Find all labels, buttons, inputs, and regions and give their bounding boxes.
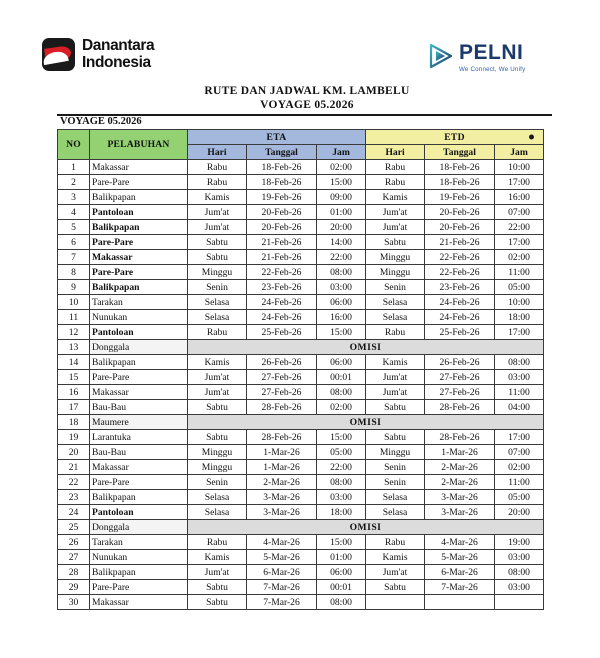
cell-no: 19 [58, 430, 90, 445]
cell-port: Donggala [90, 520, 188, 535]
cell-etd-time: 10:00 [495, 160, 544, 175]
cell-etd-time: 11:00 [495, 265, 544, 280]
cell-etd-day: Sabtu [366, 235, 425, 250]
cell-eta-time: 15:00 [317, 430, 366, 445]
cell-etd-date: 4-Mar-26 [425, 535, 495, 550]
cell-port: Pare-Pare [90, 475, 188, 490]
column-header-eta-time: Jam [317, 145, 366, 160]
cell-eta-time: 14:00 [317, 235, 366, 250]
cell-port: Pantoloan [90, 505, 188, 520]
cell-etd-day: Rabu [366, 175, 425, 190]
cell-etd-day: Kamis [366, 550, 425, 565]
table-row [58, 370, 544, 385]
cell-no: 17 [58, 400, 90, 415]
table-head [58, 130, 544, 160]
cell-port: Nunukan [90, 310, 188, 325]
table-row [58, 520, 544, 535]
cell-eta-day: Jum'at [188, 220, 247, 235]
cell-etd-day: Jum'at [366, 565, 425, 580]
cell-no: 6 [58, 235, 90, 250]
cell-etd-day: Kamis [366, 355, 425, 370]
cell-etd-date: 2-Mar-26 [425, 475, 495, 490]
table-row [58, 595, 544, 610]
cell-eta-date: 6-Mar-26 [247, 565, 317, 580]
cell-eta-time: 22:00 [317, 250, 366, 265]
cell-eta-date: 19-Feb-26 [247, 190, 317, 205]
cell-port: Maumere [90, 415, 188, 430]
cell-port: Pantoloan [90, 325, 188, 340]
cell-etd-time: 17:00 [495, 235, 544, 250]
cell-eta-time: 08:00 [317, 475, 366, 490]
table-row [58, 265, 544, 280]
cell-etd-time: 17:00 [495, 430, 544, 445]
cell-port: Donggala [90, 340, 188, 355]
cell-eta-day: Sabtu [188, 250, 247, 265]
cell-port: Pantoloan [90, 205, 188, 220]
cell-no: 21 [58, 460, 90, 475]
cell-etd-date: 3-Mar-26 [425, 490, 495, 505]
cell-eta-day: Kamis [188, 190, 247, 205]
cell-eta-day: Kamis [188, 355, 247, 370]
cell-etd-date: 28-Feb-26 [425, 430, 495, 445]
table-row [58, 325, 544, 340]
cell-eta-day: Jum'at [188, 385, 247, 400]
cell-eta-day: Kamis [188, 550, 247, 565]
cell-etd-day: Rabu [366, 325, 425, 340]
cell-etd-day: Selasa [366, 490, 425, 505]
cell-etd-day: Selasa [366, 295, 425, 310]
cell-etd-day: Kamis [366, 190, 425, 205]
danantara-line-2: Indonesia [82, 53, 151, 71]
cell-eta-date: 22-Feb-26 [247, 265, 317, 280]
cell-etd-time: 17:00 [495, 325, 544, 340]
cell-eta-date: 1-Mar-26 [247, 460, 317, 475]
cell-no: 24 [58, 505, 90, 520]
cell-eta-time: 00:01 [317, 580, 366, 595]
cell-port: Larantuka [90, 430, 188, 445]
column-header-no: NO [58, 130, 90, 160]
cell-no: 20 [58, 445, 90, 460]
cell-no: 11 [58, 310, 90, 325]
cell-no: 28 [58, 565, 90, 580]
cell-eta-time: 18:00 [317, 505, 366, 520]
cell-eta-day: Minggu [188, 445, 247, 460]
cell-eta-day: Selasa [188, 490, 247, 505]
cell-eta-date: 1-Mar-26 [247, 445, 317, 460]
cell-etd-date: 2-Mar-26 [425, 460, 495, 475]
cell-eta-time: 00:01 [317, 370, 366, 385]
cell-eta-date: 21-Feb-26 [247, 235, 317, 250]
cell-eta-day: Rabu [188, 175, 247, 190]
cell-eta-date: 2-Mar-26 [247, 475, 317, 490]
cell-etd-day: Sabtu [366, 430, 425, 445]
cell-eta-day: Minggu [188, 265, 247, 280]
cell-no: 5 [58, 220, 90, 235]
cell-no: 12 [58, 325, 90, 340]
cell-etd-day: Sabtu [366, 400, 425, 415]
cell-etd-time: 02:00 [495, 460, 544, 475]
cell-no: 25 [58, 520, 90, 535]
cell-etd-time: 16:00 [495, 190, 544, 205]
cell-no: 9 [58, 280, 90, 295]
voyage-label: VOYAGE 05.2026 [60, 116, 142, 127]
cell-eta-date: 24-Feb-26 [247, 295, 317, 310]
cell-etd-time: 07:00 [495, 445, 544, 460]
cell-omisi: OMISI [188, 340, 544, 355]
cell-no: 2 [58, 175, 90, 190]
cell-etd-day: Jum'at [366, 370, 425, 385]
cell-no: 3 [58, 190, 90, 205]
cell-etd-time: 05:00 [495, 490, 544, 505]
cell-omisi: OMISI [188, 415, 544, 430]
cell-no: 18 [58, 415, 90, 430]
column-header-eta-day: Hari [188, 145, 247, 160]
cell-port: Balikpapan [90, 220, 188, 235]
cell-eta-date: 28-Feb-26 [247, 400, 317, 415]
cell-eta-date: 7-Mar-26 [247, 580, 317, 595]
cell-etd-day: Jum'at [366, 385, 425, 400]
table-row [58, 175, 544, 190]
page-subtitle: VOYAGE 05.2026 [260, 99, 354, 111]
cell-eta-day: Sabtu [188, 580, 247, 595]
cell-no: 16 [58, 385, 90, 400]
cell-no: 27 [58, 550, 90, 565]
cell-eta-date: 25-Feb-26 [247, 325, 317, 340]
table-row [58, 205, 544, 220]
cell-eta-date: 18-Feb-26 [247, 160, 317, 175]
column-header-port: PELABUHAN [90, 130, 188, 160]
cell-etd-date: 19-Feb-26 [425, 190, 495, 205]
cell-etd-day: Jum'at [366, 205, 425, 220]
cell-etd-date: 22-Feb-26 [425, 250, 495, 265]
column-group-header-eta: ETA [188, 130, 366, 145]
table-row [58, 580, 544, 595]
table-row [58, 490, 544, 505]
document-title [0, 84, 600, 112]
cell-etd-time: 11:00 [495, 385, 544, 400]
column-header-eta-date: Tanggal [247, 145, 317, 160]
cell-eta-time: 15:00 [317, 175, 366, 190]
cell-eta-date: 23-Feb-26 [247, 280, 317, 295]
cell-etd-date: 25-Feb-26 [425, 325, 495, 340]
cell-port: Balikpapan [90, 565, 188, 580]
cell-etd-day: Senin [366, 280, 425, 295]
cell-etd-date: 5-Mar-26 [425, 550, 495, 565]
cell-etd-time [495, 595, 544, 610]
cell-omisi: OMISI [188, 520, 544, 535]
cell-eta-date: 27-Feb-26 [247, 385, 317, 400]
cell-eta-day: Rabu [188, 535, 247, 550]
cell-port: Bau-Bau [90, 400, 188, 415]
cell-no: 15 [58, 370, 90, 385]
table-row [58, 340, 544, 355]
cell-etd-date: 27-Feb-26 [425, 385, 495, 400]
cell-no: 13 [58, 340, 90, 355]
cell-eta-time: 08:00 [317, 265, 366, 280]
cell-etd-date: 1-Mar-26 [425, 445, 495, 460]
cell-etd-day: Jum'at [366, 220, 425, 235]
cell-eta-date: 26-Feb-26 [247, 355, 317, 370]
table-row [58, 565, 544, 580]
logo-row [0, 0, 600, 78]
cell-port: Pare-Pare [90, 265, 188, 280]
cell-eta-time: 22:00 [317, 460, 366, 475]
cell-eta-date: 4-Mar-26 [247, 535, 317, 550]
cell-etd-date: 6-Mar-26 [425, 565, 495, 580]
cell-eta-day: Senin [188, 280, 247, 295]
table-row [58, 310, 544, 325]
cell-etd-date: 23-Feb-26 [425, 280, 495, 295]
cell-etd-date: 20-Feb-26 [425, 205, 495, 220]
cell-eta-day: Selasa [188, 295, 247, 310]
cell-no: 29 [58, 580, 90, 595]
page-title: RUTE DAN JADWAL KM. LAMBELU [204, 85, 410, 97]
cell-eta-day: Minggu [188, 460, 247, 475]
table-row [58, 460, 544, 475]
cell-eta-date: 3-Mar-26 [247, 505, 317, 520]
cell-etd-time: 22:00 [495, 220, 544, 235]
cell-etd-time: 02:00 [495, 250, 544, 265]
cell-eta-time: 06:00 [317, 295, 366, 310]
cell-etd-time: 11:00 [495, 475, 544, 490]
cell-port: Makassar [90, 160, 188, 175]
cell-etd-day: Rabu [366, 160, 425, 175]
cell-etd-time: 03:00 [495, 580, 544, 595]
danantara-logo [42, 38, 154, 71]
cell-etd-day: Selasa [366, 310, 425, 325]
cell-etd-time: 19:00 [495, 535, 544, 550]
cell-eta-time: 08:00 [317, 595, 366, 610]
cell-eta-time: 15:00 [317, 325, 366, 340]
cell-eta-day: Senin [188, 475, 247, 490]
pelni-tagline: We Connect, We Unify [459, 66, 526, 73]
table-row [58, 430, 544, 445]
cell-eta-time: 01:00 [317, 550, 366, 565]
cell-no: 7 [58, 250, 90, 265]
cell-no: 10 [58, 295, 90, 310]
header-group-row [58, 130, 544, 145]
danantara-wordmark [82, 38, 154, 71]
pelni-wordmark: PELNI [459, 41, 524, 64]
cell-port: Makassar [90, 250, 188, 265]
table-body [58, 160, 544, 610]
table-row [58, 535, 544, 550]
cell-port: Makassar [90, 595, 188, 610]
table-row [58, 160, 544, 175]
cell-eta-day: Jum'at [188, 565, 247, 580]
table-row [58, 220, 544, 235]
cell-eta-time: 20:00 [317, 220, 366, 235]
cell-etd-date: 26-Feb-26 [425, 355, 495, 370]
cell-port: Nunukan [90, 550, 188, 565]
cell-etd-day: Sabtu [366, 580, 425, 595]
table-row [58, 355, 544, 370]
cell-eta-day: Sabtu [188, 400, 247, 415]
cell-no: 4 [58, 205, 90, 220]
cell-eta-time: 03:00 [317, 490, 366, 505]
cell-etd-date: 18-Feb-26 [425, 160, 495, 175]
cell-eta-date: 20-Feb-26 [247, 205, 317, 220]
cell-eta-time: 02:00 [317, 160, 366, 175]
cell-etd-day: Senin [366, 460, 425, 475]
cell-eta-time: 05:00 [317, 445, 366, 460]
cell-etd-date: 28-Feb-26 [425, 400, 495, 415]
cell-eta-time: 15:00 [317, 535, 366, 550]
table-row [58, 235, 544, 250]
cell-port: Makassar [90, 460, 188, 475]
cell-etd-date: 21-Feb-26 [425, 235, 495, 250]
cell-no: 22 [58, 475, 90, 490]
cell-port: Tarakan [90, 295, 188, 310]
table-row [58, 505, 544, 520]
table-row [58, 475, 544, 490]
cell-eta-time: 09:00 [317, 190, 366, 205]
cell-eta-time: 06:00 [317, 355, 366, 370]
cell-port: Balikpapan [90, 280, 188, 295]
cell-eta-day: Sabtu [188, 595, 247, 610]
cell-eta-day: Rabu [188, 325, 247, 340]
cell-etd-date: 7-Mar-26 [425, 580, 495, 595]
cell-etd-time: 08:00 [495, 565, 544, 580]
cell-eta-time: 03:00 [317, 280, 366, 295]
cell-etd-day: Minggu [366, 265, 425, 280]
cell-etd-date [425, 595, 495, 610]
column-group-header-etd [366, 130, 544, 145]
cell-port: Tarakan [90, 535, 188, 550]
cell-eta-date: 18-Feb-26 [247, 175, 317, 190]
cell-etd-time: 07:00 [495, 205, 544, 220]
pelni-triangle-icon [428, 43, 454, 69]
table-row [58, 190, 544, 205]
cell-eta-day: Sabtu [188, 430, 247, 445]
cell-port: Pare-Pare [90, 580, 188, 595]
cell-eta-date: 27-Feb-26 [247, 370, 317, 385]
cell-port: Pare-Pare [90, 175, 188, 190]
cell-eta-date: 21-Feb-26 [247, 250, 317, 265]
column-header-etd-time: Jam [495, 145, 544, 160]
cell-etd-time: 20:00 [495, 505, 544, 520]
cell-etd-time: 18:00 [495, 310, 544, 325]
cell-etd-day: Minggu [366, 445, 425, 460]
table-row [58, 385, 544, 400]
cell-port: Balikpapan [90, 490, 188, 505]
bullet-dot-icon [529, 135, 534, 140]
cell-eta-day: Selasa [188, 310, 247, 325]
table-row [58, 295, 544, 310]
cell-etd-day: Senin [366, 475, 425, 490]
column-header-etd-day: Hari [366, 145, 425, 160]
cell-eta-date: 3-Mar-26 [247, 490, 317, 505]
cell-eta-time: 02:00 [317, 400, 366, 415]
cell-etd-day: Rabu [366, 535, 425, 550]
cell-etd-time: 03:00 [495, 550, 544, 565]
pelni-logo [428, 42, 525, 74]
cell-port: Balikpapan [90, 355, 188, 370]
cell-etd-time: 08:00 [495, 355, 544, 370]
cell-etd-date: 20-Feb-26 [425, 220, 495, 235]
cell-eta-date: 20-Feb-26 [247, 220, 317, 235]
cell-port: Balikpapan [90, 190, 188, 205]
cell-etd-date: 3-Mar-26 [425, 505, 495, 520]
table-row [58, 550, 544, 565]
cell-no: 8 [58, 265, 90, 280]
schedule-table-container [57, 129, 543, 610]
table-row [58, 400, 544, 415]
cell-etd-time: 10:00 [495, 295, 544, 310]
cell-etd-date: 27-Feb-26 [425, 370, 495, 385]
column-header-etd-date: Tanggal [425, 145, 495, 160]
cell-eta-time: 16:00 [317, 310, 366, 325]
table-row [58, 445, 544, 460]
cell-etd-date: 18-Feb-26 [425, 175, 495, 190]
cell-no: 23 [58, 490, 90, 505]
cell-eta-date: 24-Feb-26 [247, 310, 317, 325]
cell-eta-day: Rabu [188, 160, 247, 175]
column-group-header-etd-label: ETD [444, 131, 465, 143]
cell-eta-day: Jum'at [188, 370, 247, 385]
danantara-mark-icon [42, 38, 75, 71]
cell-no: 1 [58, 160, 90, 175]
cell-no: 14 [58, 355, 90, 370]
cell-eta-day: Jum'at [188, 205, 247, 220]
cell-etd-time: 03:00 [495, 370, 544, 385]
cell-etd-day: Minggu [366, 250, 425, 265]
cell-etd-day: Selasa [366, 505, 425, 520]
cell-port: Pare-Pare [90, 370, 188, 385]
cell-etd-date: 24-Feb-26 [425, 310, 495, 325]
cell-etd-time: 04:00 [495, 400, 544, 415]
cell-eta-time: 06:00 [317, 565, 366, 580]
cell-eta-time: 01:00 [317, 205, 366, 220]
table-row [58, 250, 544, 265]
cell-eta-day: Selasa [188, 505, 247, 520]
table-row [58, 415, 544, 430]
cell-port: Bau-Bau [90, 445, 188, 460]
cell-eta-time: 08:00 [317, 385, 366, 400]
cell-eta-date: 5-Mar-26 [247, 550, 317, 565]
cell-etd-date: 24-Feb-26 [425, 295, 495, 310]
table-row [58, 280, 544, 295]
cell-no: 26 [58, 535, 90, 550]
cell-eta-date: 28-Feb-26 [247, 430, 317, 445]
danantara-line-1: Danantara [82, 37, 155, 54]
cell-port: Pare-Pare [90, 235, 188, 250]
cell-no: 30 [58, 595, 90, 610]
cell-eta-day: Sabtu [188, 235, 247, 250]
cell-etd-time: 05:00 [495, 280, 544, 295]
cell-etd-time: 17:00 [495, 175, 544, 190]
cell-port: Makassar [90, 385, 188, 400]
cell-etd-date: 22-Feb-26 [425, 265, 495, 280]
cell-eta-date: 7-Mar-26 [247, 595, 317, 610]
schedule-table [57, 129, 544, 610]
cell-etd-day [366, 595, 425, 610]
